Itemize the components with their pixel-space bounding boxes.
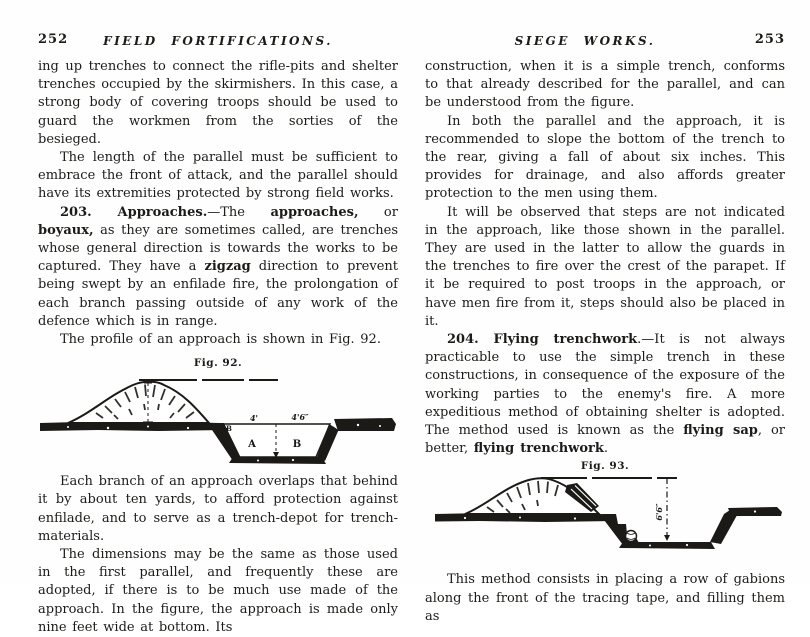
paragraph: This method consists in placing a row of gabions along the front of the tracing tape, and filling them as (425, 572, 785, 624)
right-page (425, 30, 785, 626)
text-segment: as they are sometimes called, are trenches whose general direction is towards the works to be captured. They have a (38, 222, 398, 275)
right-running-head: SIEGE WORKS. (514, 34, 656, 48)
text-segment: flying sap (683, 423, 758, 439)
figure-92-dim-left: 4' (249, 413, 259, 424)
paragraph: The dimensions may be the same as those used in the first parallel, and frequently these are adopted, if there is to be much use made of the approach. In the figure, the approach is made only nine feet wide at bottom. Its (38, 547, 398, 635)
left-page (38, 30, 398, 637)
paragraph: It will be observed that steps are not indicated in the approach, like those shown in the parallel. They are used in the latter to allow the guards in the trenches to fire over the crest of the parapet. If it be required to post troops in the approach, or have men fire from it, steps should also be placed in it. (425, 204, 785, 329)
right-page-body (425, 58, 785, 458)
paragraph: The profile of an approach is shown in Fig. 92. (60, 332, 381, 348)
paragraph-approaches (38, 204, 398, 331)
figure-92-caption: Fig. 92. (193, 357, 243, 370)
text-segment: , or better, (425, 423, 786, 457)
text-segment: flying trenchwork (473, 441, 604, 457)
figure-92-drawing (38, 371, 398, 467)
left-page-header (38, 30, 398, 56)
text-segment: . (603, 441, 609, 457)
text-segment: approaches, (270, 204, 359, 220)
left-page-number: 252 (38, 32, 69, 47)
text-segment: zigzag (204, 259, 251, 275)
figure-92-wall-label: B (226, 424, 232, 434)
paragraph: In both the parallel and the approach, it is recommended to slope the bottom of the trench to the rear, giving a fall of about six inches. This provides for drainage, and also affords greater protection to the men using them. (425, 113, 785, 202)
paragraph: The length of the parallel must be sufficient to embrace the front of attack, and the parallel should have its extremities protected by strong field works. (38, 150, 398, 202)
paragraph: construction, when it is a simple trench, conforms to that already described for the parallel, and can be understood from the figure. (425, 59, 785, 111)
text-segment: or (358, 204, 398, 220)
text-segment: —The (207, 204, 271, 220)
figure-93-dim: 6'6″ (654, 503, 664, 522)
figure-92-label-a: A (248, 439, 256, 451)
paragraph: ing up trenches to connect the rifle-pits and shelter trenches occupied by the skirmishers. In this case, a strong body of covering troops should be used to guard the workmen from the sorties of the besieged. (38, 59, 398, 147)
text-segment: 204. (447, 332, 494, 348)
figure-93-drawing (425, 474, 785, 564)
text-segment: .—It is not always practicable to use the simple trench in these constructions, in consequence of the exposure of the working parties to the enemy's fire. A more expeditious method of obtaining shelter is adopted. The method used is known as the (425, 332, 785, 439)
text-segment: 203. (60, 204, 118, 220)
text-segment: direction to prevent being swept by an enfilade fire, the prolongation of each branch passing outside of any work of the defence which is in range. (38, 259, 399, 329)
paragraph-flying-trenchwork (425, 331, 785, 458)
text-segment: boyaux, (38, 222, 94, 238)
figure-92-label-b: B (292, 439, 302, 451)
figure-92-dim-right: 4'6″ (291, 412, 309, 423)
right-page-number: 253 (754, 32, 785, 47)
left-page-body (38, 58, 398, 349)
text-segment: Approaches. (117, 204, 208, 220)
left-running-head: FIELD FORTIFICATIONS. (103, 34, 333, 48)
right-page-header (425, 30, 785, 56)
paragraph: Each branch of an approach overlaps that behind it by about ten yards, to afford protection against enfilade, and to serve as a trench-depot for trench-materials. (38, 474, 398, 544)
right-page-body-lower (425, 571, 785, 626)
text-segment: Flying trenchwork (493, 332, 638, 348)
figure-93-caption: Fig. 93. (580, 460, 630, 473)
left-page-body-lower (38, 473, 398, 637)
